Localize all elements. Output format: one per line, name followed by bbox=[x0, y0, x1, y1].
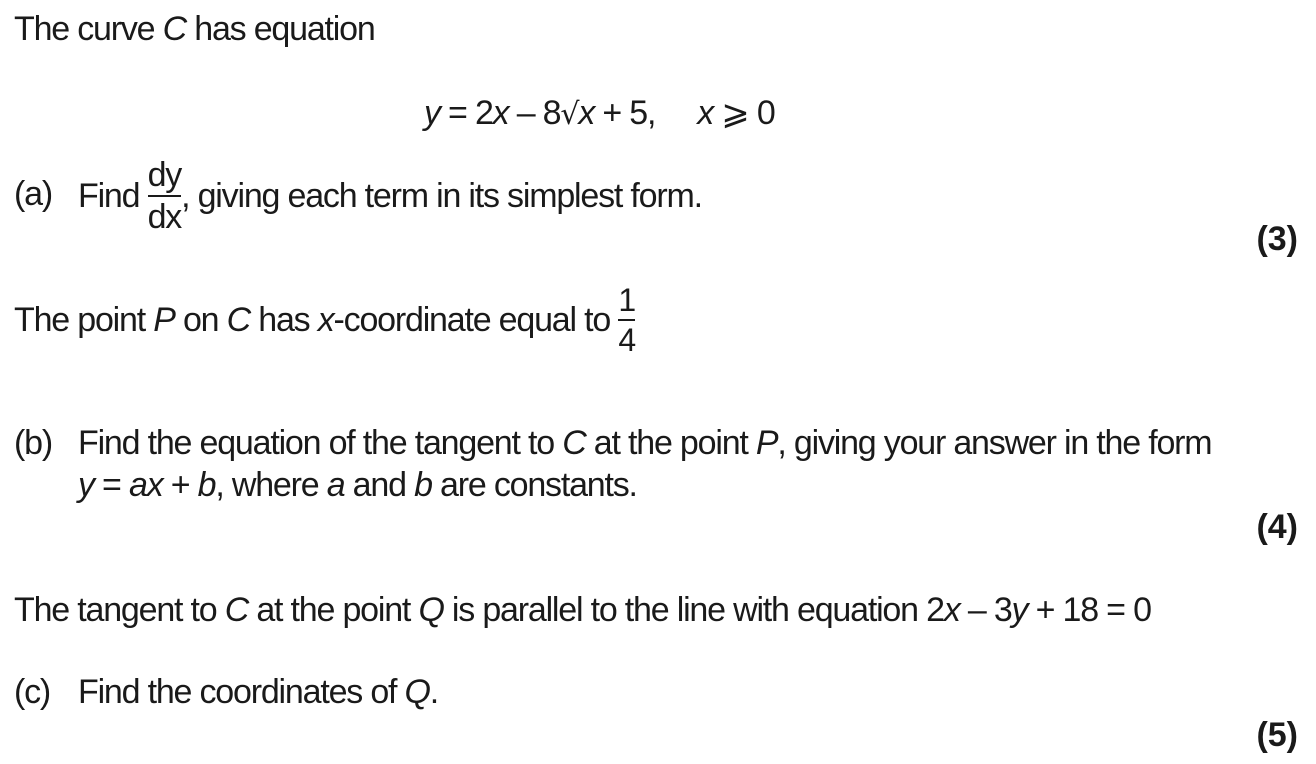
curve-equation: y = 2x – 8√x + 5, x ⩾ 0 bbox=[424, 94, 775, 132]
part-a-label: (a) bbox=[14, 174, 52, 213]
derivative-fraction: $\frac{dy}{dx}$ bbox=[147, 156, 182, 236]
tangent-q-text: The tangent to C at the point Q is parallel to the line with equation 2x – 3y + 18 = 0 bbox=[14, 591, 1151, 629]
part-b-marks: (4) bbox=[1256, 508, 1298, 546]
part-a-question: (a) Find $\frac{dy}{dx}$ , giving each term in its simplest form. bbox=[14, 156, 702, 236]
intro-text: The curve C has equation bbox=[14, 10, 375, 48]
part-b-form: y = ax + b, where a and b are constants. bbox=[78, 466, 637, 504]
part-b-question: (b) Find the equation of the tangent to C at the point P, giving your answer in the form bbox=[14, 424, 1212, 462]
part-c-question: (c) Find the coordinates of Q. bbox=[14, 673, 439, 711]
point-p-text: The point P on C has x-coordinate equal to $\frac{1}{4}$ bbox=[14, 282, 635, 358]
quarter-fraction: $\frac{1}{4}$ bbox=[618, 282, 635, 358]
sqrt-symbol: √ bbox=[560, 97, 579, 132]
part-b-label: (b) bbox=[14, 424, 52, 462]
part-a-marks: (3) bbox=[1256, 220, 1298, 258]
part-c-label: (c) bbox=[14, 673, 51, 711]
part-c-marks: (5) bbox=[1256, 716, 1298, 754]
